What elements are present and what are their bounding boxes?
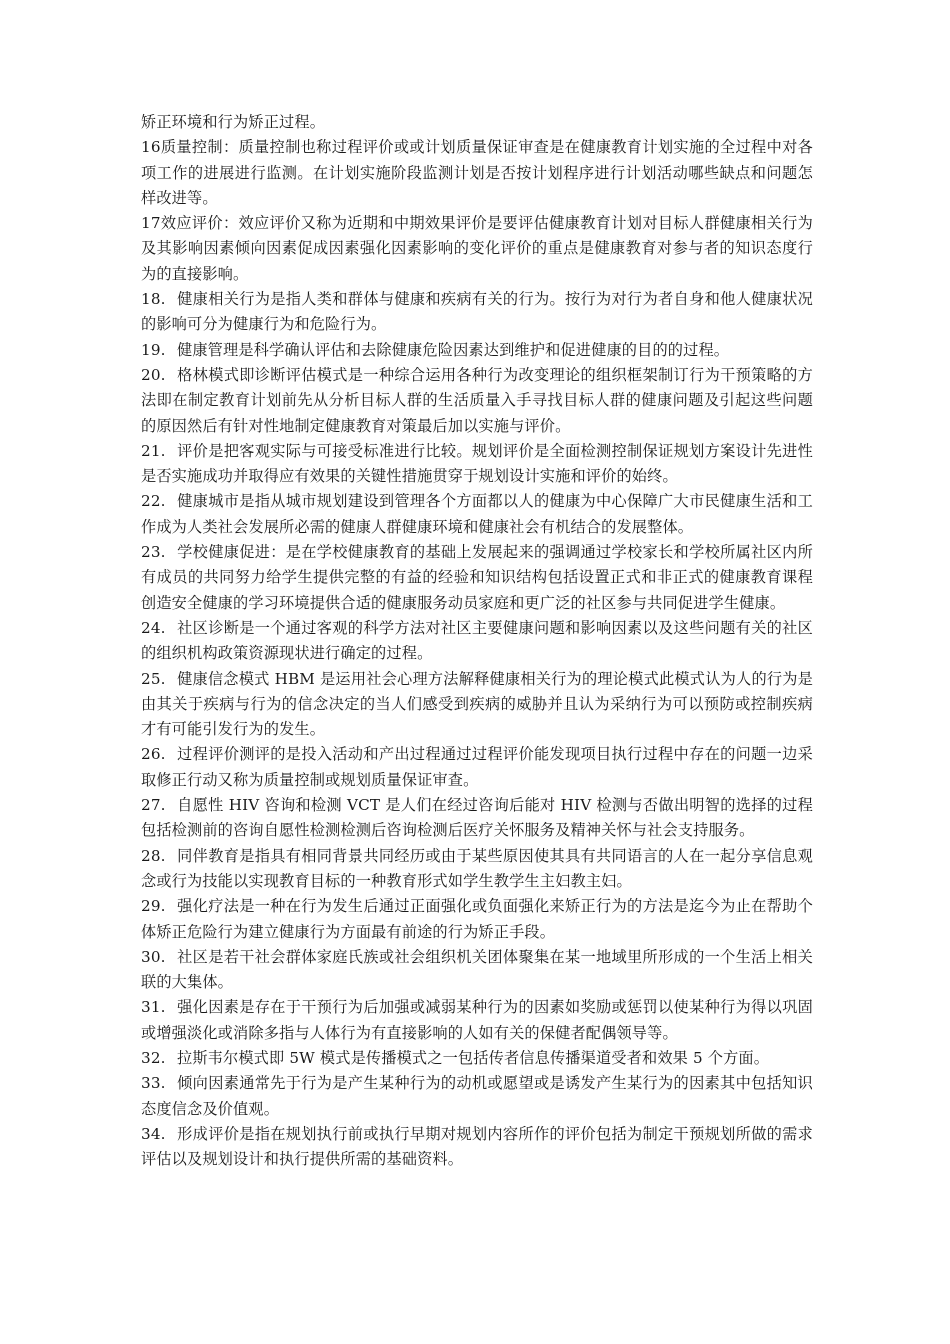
paragraph-number: 29. — [141, 897, 166, 916]
paragraph-text: 自愿性 HIV 咨询和检测 VCT 是人们在经过咨询后能对 HIV 检测与否做出明智的选择的过程包括检测前的咨询自愿性检测检测后咨询检测后医疗关怀服务及精神关怀与社会支持服务。 — [141, 796, 813, 840]
paragraph-number: 17 — [141, 214, 161, 233]
paragraph-text: 效应评价：效应评价又称为近期和中期效果评价是要评估健康教育计划对目标人群健康相关行为及其影响因素倾向因素促成因素强化因素影响的变化评价的重点是健康教育对参与者的知识态度行为的直接影响。 — [141, 214, 813, 283]
paragraph-text: 强化疗法是一种在行为发生后通过正面强化或负面强化来矫正行为的方法是迄今为止在帮助个体矫正危险行为建立健康行为方面最有前途的行为矫正手段。 — [141, 897, 813, 941]
paragraph-27 — [141, 793, 813, 844]
paragraph-22 — [141, 489, 813, 540]
paragraph-33 — [141, 1071, 813, 1122]
paragraph-text: 健康城市是指从城市规划建设到管理各个方面都以人的健康为中心保障广大市民健康生活和工作成为人类社会发展所必需的健康人群健康环境和健康社会有机结合的发展整体。 — [141, 492, 813, 536]
paragraph-23 — [141, 540, 813, 616]
paragraph-number: 33. — [141, 1074, 166, 1093]
paragraph-16 — [141, 135, 813, 211]
paragraph-24 — [141, 616, 813, 667]
paragraph-number: 22. — [141, 492, 166, 511]
paragraph-number: 28. — [141, 846, 166, 865]
paragraph-number: 24. — [141, 618, 166, 637]
paragraph-number: 34. — [141, 1124, 166, 1143]
paragraph-text: 倾向因素通常先于行为是产生某种行为的动机或愿望或是诱发产生某行为的因素其中包括知识态度信念及价值观。 — [141, 1074, 813, 1118]
paragraph-32 — [141, 1046, 813, 1071]
paragraph-text: 质量控制：质量控制也称过程评价或或计划质量保证审查是在健康教育计划实施的全过程中对各项工作的进展进行监测。在计划实施阶段监测计划是否按计划程序进行计划活动哪些缺点和问题怎样改进等。 — [141, 138, 813, 207]
paragraph-number: 16 — [141, 138, 161, 157]
paragraph-26 — [141, 742, 813, 793]
paragraph-number: 31. — [141, 998, 166, 1017]
paragraph-text: 格林模式即诊断评估模式是一种综合运用各种行为改变理论的组织框架制订行为干预策略的方法即在制定教育计划前先从分析目标人群的生活质量入手寻找目标人群的健康问题及引起这些问题的原因然后有针对性地制定健康教育对策最后加以实施与评价。 — [141, 365, 813, 435]
paragraph-30 — [141, 945, 813, 996]
paragraph-text: 同伴教育是指具有相同背景共同经历或由于某些原因使其具有共同语言的人在一起分享信息观念或行为技能以实现教育目标的一种教育形式如学生教学生主妇教主妇。 — [141, 846, 813, 890]
paragraph-text: 过程评价测评的是投入活动和产出过程通过过程评价能发现项目执行过程中存在的问题一边采取修正行动又称为质量控制或规划质量保证审查。 — [141, 745, 813, 789]
paragraph-number: 26. — [141, 745, 166, 764]
paragraph-text: 健康管理是科学确认评估和去除健康危险因素达到维护和促进健康的目的的过程。 — [177, 340, 730, 359]
paragraph-text: 学校健康促进：是在学校健康教育的基础上发展起来的强调通过学校家长和学校所属社区内所有成员的共同努力给学生提供完整的有益的经验和知识结构包括设置正式和非正式的健康教育课程创造安全健康的学习环境提供合适的健康服务动员家庭和更广泛的社区参与共同促进学生健康。 — [141, 543, 813, 612]
paragraph-text: 社区是若干社会群体家庭氏族或社会组织机关团体聚集在某一地域里所形成的一个生活上相关联的大集体。 — [141, 947, 813, 992]
paragraph-text: 社区诊断是一个通过客观的科学方法对社区主要健康问题和影响因素以及这些问题有关的社区的组织机构政策资源现状进行确定的过程。 — [141, 618, 813, 663]
paragraph-number: 30. — [141, 947, 166, 966]
paragraph-20 — [141, 363, 813, 439]
paragraph-number: 25. — [141, 669, 166, 688]
paragraph-29 — [141, 894, 813, 945]
paragraph-21 — [141, 439, 813, 490]
paragraph-number: 19. — [141, 340, 166, 359]
paragraph-text: 健康相关行为是指人类和群体与健康和疾病有关的行为。按行为对行为者自身和他人健康状况的影响可分为健康行为和危险行为。 — [141, 290, 813, 334]
paragraph-text: 健康信念模式 HBM 是运用社会心理方法解释健康相关行为的理论模式此模式认为人的行为是由其关于疾病与行为的信念决定的当人们感受到疾病的威胁并且认为采纳行为可以预防或控制疾病才有可能引发行为的发生。 — [141, 669, 813, 739]
paragraph-number: 23. — [141, 543, 166, 562]
paragraph-text: 评价是把客观实际与可接受标准进行比较。规划评价是全面检测控制保证规划方案设计先进性是否实施成功并取得应有效果的关键性措施贯穿于规划设计实施和评价的始终。 — [141, 441, 813, 486]
paragraph-25 — [141, 667, 813, 743]
paragraph-text: 拉斯韦尔模式即 5W 模式是传播模式之一包括传者信息传播渠道受者和效果 5 个方面。 — [177, 1048, 770, 1067]
paragraph-31 — [141, 995, 813, 1046]
paragraph-18 — [141, 287, 813, 338]
paragraph-text: 形成评价是指在规划执行前或执行早期对规划内容所作的评价包括为制定干预规划所做的需求评估以及规划设计和执行提供所需的基础资料。 — [141, 1124, 813, 1169]
paragraph-number: 27. — [141, 796, 166, 815]
paragraph-28 — [141, 844, 813, 895]
paragraph-number: 20. — [141, 365, 166, 384]
paragraph-number: 21. — [141, 441, 166, 460]
paragraph-text: 强化因素是存在于干预行为后加强或减弱某种行为的因素如奖励或惩罚以使某种行为得以巩固或增强淡化或消除多指与人体行为有直接影响的人如有关的保健者配偶领导等。 — [141, 998, 813, 1042]
paragraph-text: 矫正环境和行为矫正过程。 — [141, 113, 326, 131]
paragraph-19 — [141, 338, 813, 363]
document-body — [141, 110, 813, 1172]
paragraph-34 — [141, 1122, 813, 1173]
paragraph-number: 32. — [141, 1048, 166, 1067]
paragraph-17 — [141, 211, 813, 287]
paragraph-number: 18. — [141, 290, 166, 309]
paragraph-continuation — [141, 110, 813, 135]
